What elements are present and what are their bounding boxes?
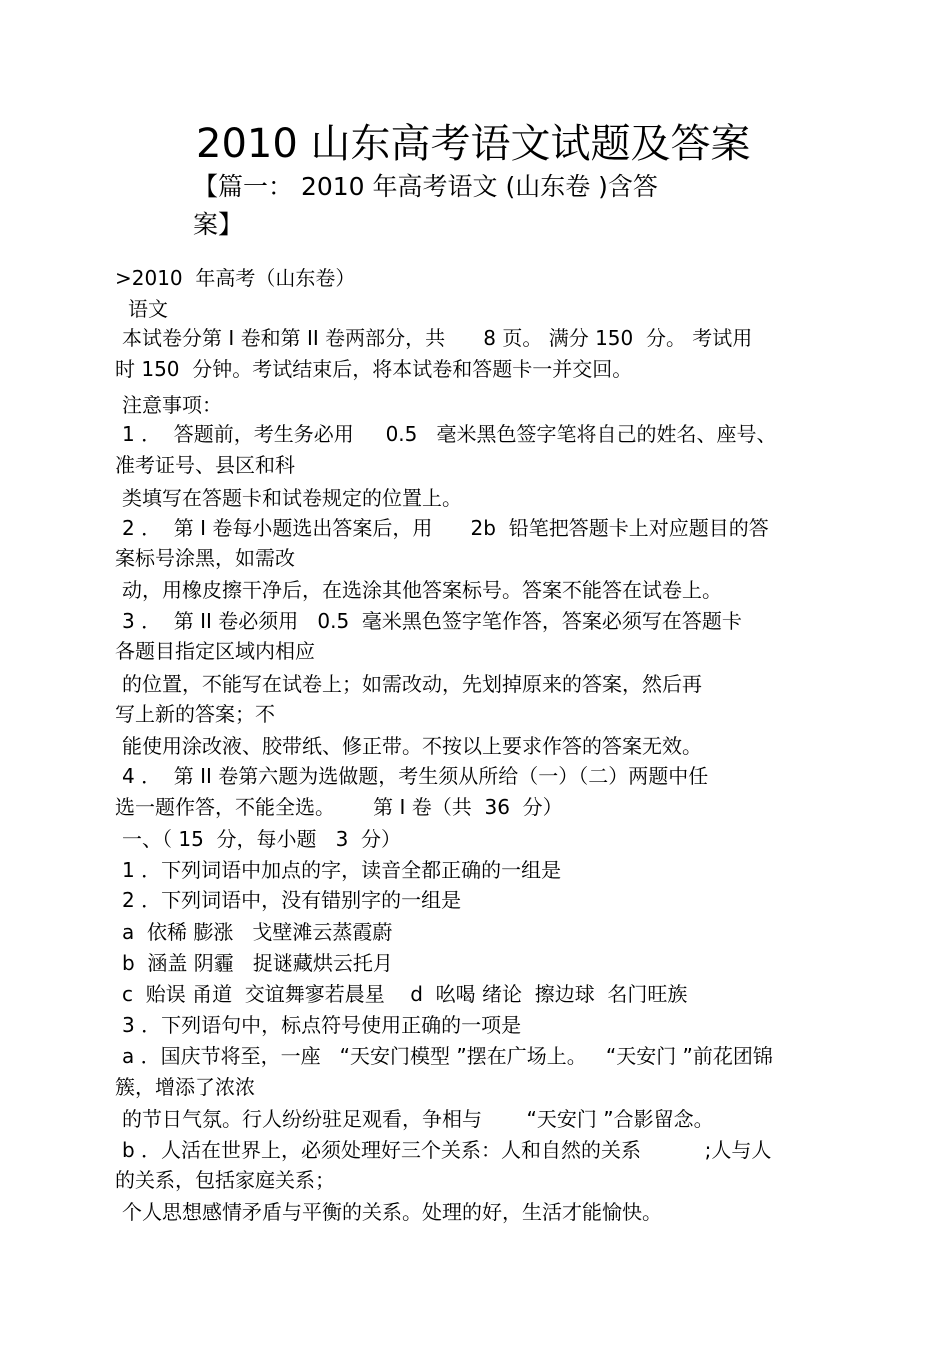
document-title: 2010 山东高考语文试题及答案 — [196, 121, 751, 167]
text-line: 1 ．下列词语中加点的字，读音全都正确的一组是 — [122, 858, 562, 882]
text-line: 时 150 分钟。考试结束后，将本试卷和答题卡一并交回。 — [115, 357, 633, 381]
text-line: 的节日气氛。行人纷纷驻足观看，争相与 “天安门 ”合影留念。 — [122, 1107, 714, 1131]
text-line: 3 ．下列语句中，标点符号使用正确的一项是 — [122, 1013, 522, 1037]
text-line: 动，用橡皮擦干净后，在选涂其他答案标号。答案不能答在试卷上。 — [122, 578, 722, 602]
text-line: 2 ．下列词语中，没有错别字的一组是 — [122, 888, 462, 912]
text-line: b 涵盖 阴霾 捉谜藏烘云托月 — [122, 951, 393, 975]
text-line: 准考证号、县区和科 — [115, 453, 295, 477]
text-line: >2010 年高考（山东卷） — [115, 266, 356, 290]
text-line: 一、（ 15 分，每小题 3 分） — [122, 827, 402, 851]
text-line: 的关系，包括家庭关系； — [115, 1168, 335, 1192]
text-line: 能使用涂改液、胶带纸、修正带。不按以上要求作答的答案无效。 — [122, 734, 702, 758]
text-line: 本试卷分第 I 卷和第 II 卷两部分，共 8 页。 满分 150 分。 考试用 — [122, 326, 753, 350]
text-line: b ．人活在世界上，必须处理好三个关系：人和自然的关系 ;人与人 — [122, 1138, 772, 1162]
text-line: 语文 — [128, 297, 168, 321]
text-line: 案标号涂黑，如需改 — [115, 546, 295, 570]
text-line: 2 ． 第 I 卷每小题选出答案后，用 2b 铅笔把答题卡上对应题目的答 — [122, 516, 769, 540]
text-line: 簇，增添了浓浓 — [115, 1075, 255, 1099]
text-line: 各题目指定区域内相应 — [115, 639, 315, 663]
document-subtitle — [193, 168, 713, 244]
text-line: 的位置，不能写在试卷上；如需改动，先划掉原来的答案，然后再 — [122, 672, 702, 696]
text-line: 1 ． 答题前，考生务必用 0.5 毫米黑色签字笔将自己的姓名、座号、 — [122, 422, 777, 446]
text-line: 写上新的答案；不 — [115, 702, 275, 726]
text-line: 选一题作答，不能全选。 第 I 卷（共 36 分） — [115, 795, 563, 819]
text-line: 类填写在答题卡和试卷规定的位置上。 — [122, 486, 462, 510]
text-line: 个人思想感情矛盾与平衡的关系。处理的好，生活才能愉快。 — [122, 1200, 662, 1224]
subtitle-line-1: 【篇一： 2010 年高考语文 (山东卷 )含答 — [193, 172, 658, 201]
text-line: 注意事项： — [122, 393, 222, 417]
subtitle-line-2: 案】 — [193, 210, 244, 239]
text-line: a 依稀 膨涨 戈壁滩云蒸霞蔚 — [122, 920, 393, 944]
text-line: a ．国庆节将至，一座 “天安门模型 ”摆在广场上。 “天安门 ”前花团锦 — [122, 1044, 773, 1068]
text-line: 4 ． 第 II 卷第六题为选做题，考生须从所给（一）（二）两题中任 — [122, 764, 709, 788]
text-line: 3 ． 第 II 卷必须用 0.5 毫米黑色签字笔作答，答案必须写在答题卡 — [122, 609, 742, 633]
text-line: c 贻误 甬道 交谊舞寥若晨星 d 吆喝 绪论 擦边球 名门旺族 — [122, 982, 688, 1006]
